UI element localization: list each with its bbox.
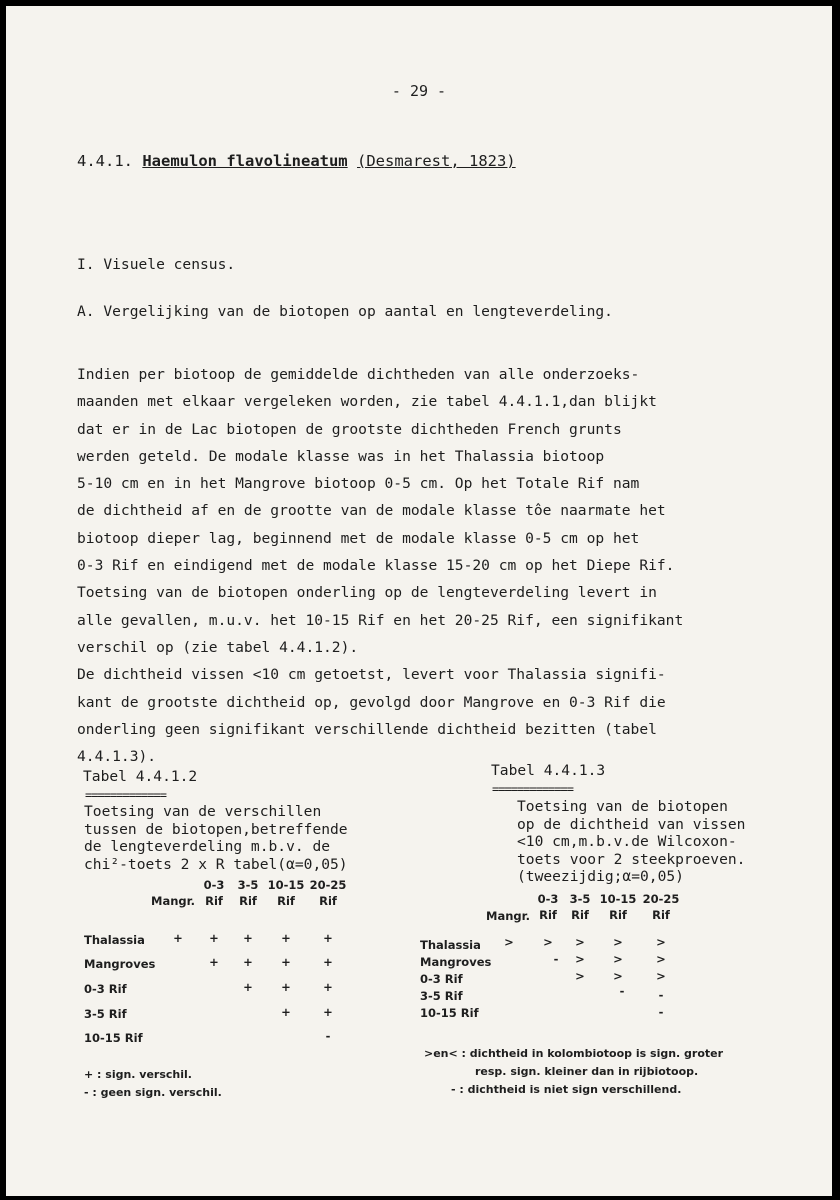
species-name: Haemulon flavolineatum [142,152,348,170]
column-header: 3-5 [569,892,591,906]
paragraph-line: kant de grootste dichtheid op, gevolgd door Mangrove en 0-3 Rif die [77,693,666,711]
table-cell: > [575,952,585,966]
paragraph-line: Indien per biotoop de gemiddelde dichtheden van alle onderzoeks- [77,366,640,383]
body-paragraph [77,361,683,770]
row-label: Mangroves [84,957,156,971]
table-cell: + [243,955,253,969]
subheading-comparison: A. Vergelijking van de biotopen op aantal en lengteverdeling. [77,303,613,320]
table-cell: > [656,969,666,983]
legend-line: >en< : dichtheid in kolombiotoop is sign. groter [424,1047,724,1060]
table-cell: - [553,952,559,966]
column-header: Rif [539,908,557,922]
column-header: 20-25 [309,878,347,892]
subheading-visual-census: I. Visuele census. [77,256,236,273]
paragraph-line: 0-3 Rif en eindigend met de modale klasse 15-20 cm op het Diepe Rif. [77,557,675,575]
table-cell: > [656,935,666,949]
table1-title: Tabel 4.4.1.2 [83,768,198,785]
table1-legend [84,1066,222,1102]
caption-line: op de dichtheid van vissen [517,815,746,833]
table-cell: > [575,935,585,949]
table-cell: > [613,952,623,966]
table-cell: > [504,935,514,949]
table2-title-underline: ============= [492,782,573,796]
paragraph-line: 5-10 cm en in het Mangrove biotoop 0-5 cm. Op het Totale Rif nam [77,475,640,493]
column-header: 10-15 [267,878,305,892]
species-author: (Desmarest, 1823) [357,152,516,170]
table-cell: + [323,980,333,994]
paragraph-line: De dichtheid vissen <10 cm getoetst, levert voor Thalassia signifi- [77,666,666,684]
table1-title-underline: ============= [85,788,166,802]
column-header: Mangr. [486,909,531,923]
row-label: 10-15 Rif [84,1031,143,1045]
legend-line: - : geen sign. verschil. [84,1086,222,1099]
paragraph-line: 4.4.1.3). [77,748,157,766]
table-cell: > [543,935,553,949]
table1-caption [84,803,348,873]
column-header: 20-25 [642,892,680,906]
caption-line: (tweezijdig;α=0,05) [517,868,684,885]
table-cell: - [658,1005,664,1019]
table-cell: + [173,931,183,945]
column-header: Rif [205,894,223,908]
table-cell: + [209,931,219,945]
caption-line: <10 cm,m.b.v.de Wilcoxon- [517,833,737,850]
table-cell: - [619,984,625,998]
document-page [6,6,832,1196]
paragraph-line: biotoop dieper lag, beginnend met de modale klasse 0-5 cm op het [77,529,640,547]
table-cell: + [281,931,291,945]
legend-line: + : sign. verschil. [84,1068,192,1081]
table-cell: - [658,988,664,1002]
column-header: 0-3 [537,892,559,906]
caption-line: tussen de biotopen,betreffende [84,820,348,838]
column-header: Rif [571,908,589,922]
paragraph-line: de dichtheid af en de grootte van de modale klasse tôe naarmate het [77,502,666,520]
row-label: 10-15 Rif [420,1006,479,1020]
column-header: 10-15 [599,892,637,906]
section-number: 4.4.1. [77,152,133,170]
column-header: Rif [319,894,337,908]
paragraph-line: maanden met elkaar vergeleken worden, zie tabel 4.4.1.1,dan blijkt [77,393,657,411]
paragraph-line: onderling geen signifikant verschillende dichtheid bezitten (tabel [77,720,657,738]
column-header: Rif [609,908,627,922]
legend-line: resp. sign. kleiner dan in rijbiotoop. [475,1065,699,1078]
row-label: 3-5 Rif [420,989,463,1003]
table-cell: + [323,931,333,945]
paragraph-line: dat er in de Lac biotopen de grootste dichtheden French grunts [77,420,622,438]
column-header: Rif [277,894,295,908]
caption-line: Toetsing van de biotopen [517,798,728,815]
table-cell: + [281,1005,291,1019]
table2-title: Tabel 4.4.1.3 [491,762,606,779]
column-header: Rif [652,908,670,922]
column-header: Mangr. [151,894,196,908]
row-label: Thalassia [84,933,145,947]
row-label: 3-5 Rif [84,1007,127,1021]
row-label: Mangroves [420,955,492,969]
column-header: 3-5 [237,878,259,892]
column-header: 0-3 [203,878,225,892]
caption-line: chi²-toets 2 x R tabel(α=0,05) [84,855,348,873]
legend-line: - : dichtheid is niet sign verschillend. [451,1083,682,1096]
table2-caption [517,798,745,886]
caption-line: Toetsing van de verschillen [84,803,322,820]
table-cell: > [613,969,623,983]
table-cell: + [243,931,253,945]
table-cell: + [323,955,333,969]
table-cell: > [613,935,623,949]
paragraph-line: alle gevallen, m.u.v. het 10-15 Rif en het 20-25 Rif, een signifikant [77,611,684,629]
row-label: Thalassia [420,938,481,952]
page-number: - 29 - [391,82,447,100]
table-cell: + [323,1005,333,1019]
paragraph-line: verschil op (zie tabel 4.4.1.2). [77,638,359,656]
section-heading [77,152,516,170]
table-cell: + [243,980,253,994]
table-cell: > [575,969,585,983]
row-label: 0-3 Rif [84,982,127,996]
table2-legend [424,1045,723,1099]
table-cell: + [209,955,219,969]
column-header: Rif [239,894,257,908]
paragraph-line: Toetsing van de biotopen onderling op de lengteverdeling levert in [77,584,657,602]
paragraph-line: werden geteld. De modale klasse was in het Thalassia biotoop [77,447,605,465]
caption-line: toets voor 2 steekproeven. [517,850,746,868]
table-cell: + [281,955,291,969]
table-cell: > [656,952,666,966]
table-cell: - [325,1029,331,1043]
table-cell: + [281,980,291,994]
row-label: 0-3 Rif [420,972,463,986]
caption-line: de lengteverdeling m.b.v. de [84,838,331,855]
